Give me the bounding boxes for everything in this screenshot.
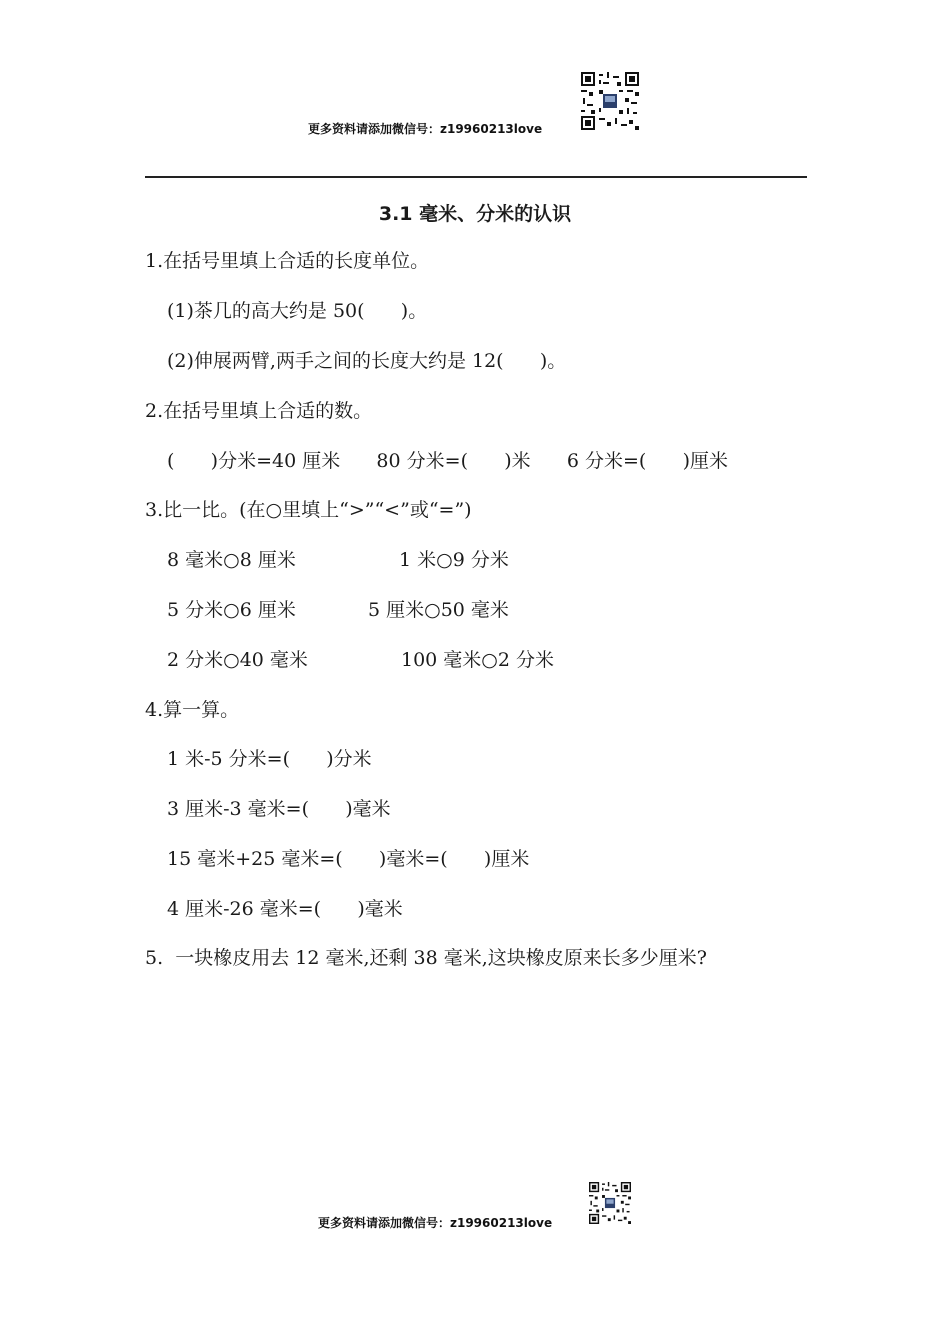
question-1-item-2: (2)伸展两臂,两手之间的长度大约是 12( )。 — [167, 350, 567, 372]
question-3-item-1: 8 毫米○8 厘米 — [167, 549, 296, 571]
qr-code-top — [581, 72, 639, 130]
footer-contact-text: 更多资料请添加微信号：z19960213love — [318, 1216, 553, 1230]
question-5: 5. 一块橡皮用去 12 毫米,还剩 38 毫米,这块橡皮原来长多少厘米? — [145, 947, 707, 969]
question-4: 4.算一算。 — [145, 699, 240, 721]
question-4-item-4: 4 厘米-26 毫米=( )毫米 — [167, 898, 403, 920]
question-2: 2.在括号里填上合适的数。 — [145, 400, 373, 422]
question-3-item-2: 1 米○9 分米 — [399, 549, 509, 571]
question-1: 1.在括号里填上合适的长度单位。 — [145, 250, 430, 272]
question-4-item-2: 3 厘米-3 毫米=( )毫米 — [167, 798, 391, 820]
question-3-item-3: 5 分米○6 厘米 — [167, 599, 296, 621]
page-title: 3.1 毫米、分米的认识 — [378, 203, 572, 225]
qr-code-bottom — [589, 1182, 631, 1224]
question-3-item-4: 5 厘米○50 毫米 — [368, 599, 509, 621]
question-1-item-1: (1)茶几的高大约是 50( )。 — [167, 300, 428, 322]
question-3-item-6: 100 毫米○2 分米 — [401, 649, 555, 671]
question-3: 3.比一比。(在○里填上“>”“<”或“=”) — [145, 499, 472, 521]
question-2-items: ( )分米=40 厘米 80 分米=( )米 6 分米=( )厘米 — [167, 450, 728, 472]
header-contact-text: 更多资料请添加微信号：z19960213love — [308, 122, 543, 136]
header-divider — [145, 176, 807, 178]
question-3-item-5: 2 分米○40 毫米 — [167, 649, 308, 671]
question-4-item-1: 1 米-5 分米=( )分米 — [167, 748, 372, 770]
question-4-item-3: 15 毫米+25 毫米=( )毫米=( )厘米 — [167, 848, 530, 870]
